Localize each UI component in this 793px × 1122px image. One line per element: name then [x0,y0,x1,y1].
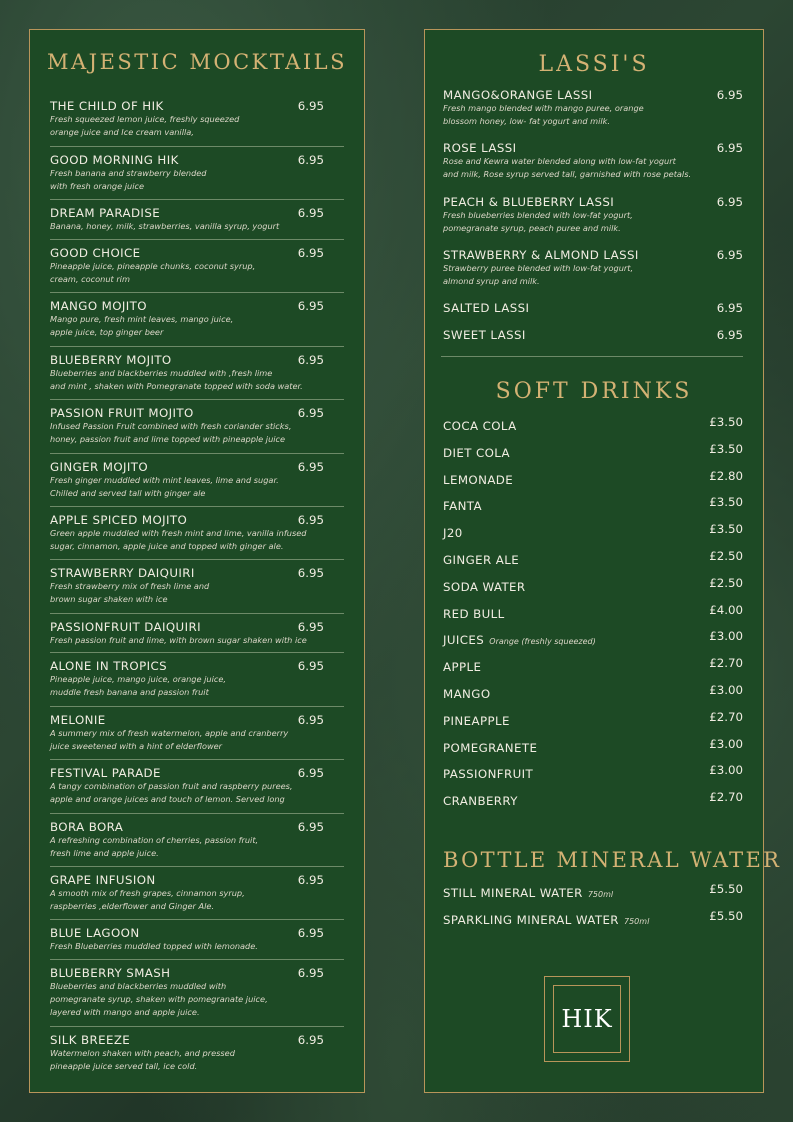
drink-row [443,495,743,514]
item-description: A tangy combination of passion fruit and raspberry purees, [50,781,293,791]
item-description: Blueberries and blackberries muddled with [50,981,227,991]
item-price: 6.95 [297,820,324,834]
drink-price: £2.50 [709,575,743,590]
menu-item [443,328,743,342]
mocktails-panel [29,29,365,1093]
menu-item [50,873,344,913]
divider [50,959,344,960]
item-name: BLUEBERRY MOJITO [50,353,172,367]
menu-item [443,301,743,315]
item-description: blossom honey, low- fat yogurt and milk. [443,116,610,126]
menu-item [443,195,743,235]
item-description: apple and orange juices and touch of lemon. Served long [50,794,285,804]
item-description: pineapple juice served tall, ice cold. [50,1061,198,1071]
item-description: sugar, cinnamon, apple juice and topped with ginger ale. [50,541,284,551]
item-description: cream, coconut rim [50,274,130,284]
drink-price: £4.00 [709,602,743,617]
item-name: PASSIONFRUIT DAIQUIRI [50,620,201,634]
drink-row [443,603,743,619]
menu-item [50,246,344,286]
soft-drinks-title: SOFT DRINKS [495,379,693,404]
item-name: GOOD CHOICE [50,246,141,260]
drink-price: £2.70 [709,709,743,724]
mocktails-title: MAJESTIC MOCKTAILS [47,50,347,74]
item-description: pomegranate syrup, peach puree and milk. [443,223,621,233]
item-description: juice sweetened with a hint of elderflower [50,741,223,751]
menu-item [50,966,344,1019]
item-description: Fresh strawberry mix of fresh lime and [50,581,210,591]
drink-price: £3.00 [709,683,743,697]
item-price: 6.95 [297,406,324,420]
item-name: GINGER MOJITO [50,460,149,474]
menu-item [50,460,344,500]
drink-note: 750ml [624,917,650,926]
item-price: 6.95 [297,246,324,260]
item-name: BLUEBERRY SMASH [50,966,171,980]
menu-item [50,820,344,860]
drink-name: RED BULL [443,606,505,621]
item-description: and mint , shaken with Pomegranate topped with soda water. [50,381,303,391]
drink-price: £3.00 [709,629,743,644]
item-price: 6.95 [297,926,324,940]
item-name: FESTIVAL PARADE [50,766,161,780]
item-description: A smooth mix of fresh grapes, cinnamon syrup, [50,888,245,898]
drink-price: £3.50 [709,522,743,537]
item-price: 6.95 [297,299,324,313]
drink-name: COCA COLA [443,419,517,433]
menu-item [50,620,344,647]
item-name: STRAWBERRY & ALMOND LASSI [443,248,639,262]
drink-row [443,442,743,458]
item-name: PASSION FRUIT MOJITO [50,406,194,420]
menu-item [50,926,344,953]
divider [50,506,344,507]
item-name: ROSE LASSI [443,141,517,155]
drink-row [443,710,743,726]
drink-row [443,629,743,648]
divider [50,759,344,760]
item-description: Infused Passion Fruit combined with fresh coriander sticks, [50,421,292,431]
drink-name: CRANBERRY [443,794,518,809]
drink-price: £5.50 [709,882,743,896]
divider [50,453,344,454]
menu-item [50,299,344,339]
menu-item [50,353,344,393]
item-description: Fresh squeezed lemon juice, freshly squeezed [50,114,240,124]
item-description: muddle fresh banana and passion fruit [50,687,209,697]
item-price: 6.95 [297,620,324,634]
menu-item [50,713,344,753]
item-description: A summery mix of fresh watermelon, apple and cranberry [50,728,289,738]
item-description: almond syrup and milk. [443,276,540,286]
drink-row [443,549,743,565]
drink-name: MANGO [443,687,491,701]
item-description: Fresh ginger muddled with mint leaves, lime and sugar. [50,475,279,485]
drink-name: APPLE [443,660,482,675]
divider [50,1026,344,1027]
drinks-panel [424,29,782,1093]
menu-item [50,566,344,606]
drink-row [443,469,743,485]
item-description: Banana, honey, milk, strawberries, vanilla syrup, yogurt [50,221,280,231]
drink-row [443,522,743,541]
divider [50,866,344,867]
item-price: 6.95 [716,141,743,155]
divider [50,199,344,200]
drink-row [443,683,743,699]
item-description: honey, passion fruit and lime topped with pineapple juice [50,434,286,444]
item-description: orange juice and Ice cream vanilla, [50,127,194,137]
item-name: GRAPE INFUSION [50,873,156,887]
item-price: 6.95 [297,713,324,727]
drink-note: 750ml [587,890,614,899]
item-name: PEACH & BLUEBERRY LASSI [443,195,615,209]
drink-price: £3.00 [709,763,743,778]
drink-row [443,882,743,898]
menu-item [50,513,344,553]
drink-price: £3.50 [709,415,743,429]
menu-item [50,99,344,139]
item-description: raspberries ,elderflower and Ginger Ale. [50,901,215,911]
menu-item [50,406,344,446]
item-description: Pineapple juice, mango juice, orange juice, [50,674,227,684]
item-price: 6.95 [297,99,324,113]
drink-price: £2.70 [709,790,743,805]
divider [50,652,344,653]
item-description: Fresh mango blended with mango puree, orange [443,103,644,113]
drink-name: GINGER ALE [443,553,520,567]
divider [50,146,344,147]
divider [50,346,344,347]
item-description: brown sugar shaken with ice [50,594,168,604]
drink-price: £3.50 [709,495,743,510]
drink-name: PASSIONFRUIT [443,767,534,782]
hik-logo [544,976,630,1062]
drink-row [443,656,743,675]
lassis-title: LASSI'S [538,52,650,77]
drink-name: J20 [443,526,463,541]
drink-price: £3.50 [709,441,743,456]
item-price: 6.95 [297,353,324,367]
drink-name: FANTA [443,499,482,514]
item-price: 6.95 [716,301,743,315]
item-price: 6.95 [716,88,743,102]
item-name: APPLE SPICED MOJITO [50,513,188,527]
item-description: Chilled and served tall with ginger ale [50,488,206,498]
drink-name: STILL MINERAL WATER [443,886,583,900]
item-description: Green apple muddled with fresh mint and lime, vanilla infused [50,528,307,538]
item-description: Blueberries and blackberries muddled with ,fresh lime [50,368,273,378]
item-price: 6.95 [297,659,324,673]
divider [50,399,344,400]
item-description: apple juice, top ginger beer [50,327,164,337]
drink-name: DIET COLA [443,445,511,460]
item-description: Rose and Kewra water blended along with low-fat yogurt [443,156,676,166]
item-price: 6.95 [297,873,324,887]
drink-price: £2.70 [709,656,743,671]
divider [50,613,344,614]
menu-item [50,206,344,233]
item-name: ALONE IN TROPICS [50,659,167,673]
drink-row [443,909,743,925]
drink-price: £2.50 [709,549,743,563]
divider [50,559,344,560]
item-description: with fresh orange juice [50,181,145,191]
item-description: and milk, Rose syrup served tall, garnished with rose petals. [443,169,692,179]
divider [50,919,344,920]
item-name: SALTED LASSI [443,301,530,315]
menu-item [50,766,344,806]
menu-item [50,1033,344,1073]
drink-price: £5.50 [709,909,743,923]
drink-name: SODA WATER [443,579,526,594]
item-name: BORA BORA [50,820,124,834]
water-title: BOTTLE MINERAL WATER [443,848,782,872]
item-price: 6.95 [297,966,324,980]
item-name: BLUE LAGOON [50,926,140,940]
item-price: 6.95 [297,153,324,167]
divider [441,356,743,357]
item-name: MANGO MOJITO [50,299,147,313]
item-price: 6.95 [297,1033,324,1047]
drink-row [443,790,743,809]
item-price: 6.95 [716,248,743,262]
item-name: MELONIE [50,713,106,727]
item-description: Fresh blueberries blended with low-fat yogurt, [443,210,633,220]
item-name: DREAM PARADISE [50,206,161,220]
item-description: fresh lime and apple juice. [50,848,159,858]
drink-name: SPARKLING MINERAL WATER [443,913,619,927]
item-price: 6.95 [716,195,743,209]
item-description: Mango pure, fresh mint leaves, mango juice, [50,314,234,324]
logo-text: HIK [553,985,621,1053]
menu-item [443,141,743,181]
drink-row [443,763,743,782]
item-description: layered with mango and apple juice. [50,1007,200,1017]
drink-name: JUICES [443,633,485,648]
item-name: GOOD MORNING HIK [50,153,179,167]
menu-item [50,153,344,193]
drink-name: LEMONADE [443,472,514,487]
menu-item [443,248,743,288]
drink-price: £2.80 [709,468,743,483]
divider [50,706,344,707]
drink-row [443,737,743,753]
drink-row [443,576,743,592]
drink-row [443,415,743,431]
item-name: SWEET LASSI [443,328,526,342]
drink-name: POMEGRANETE [443,740,538,755]
item-name: STRAWBERRY DAIQUIRI [50,566,195,580]
item-name: MANGO&ORANGE LASSI [443,88,593,102]
item-name: SILK BREEZE [50,1033,131,1047]
item-price: 6.95 [297,766,324,780]
item-description: Fresh banana and strawberry blended [50,168,207,178]
item-price: 6.95 [716,328,743,342]
item-description: Watermelon shaken with peach, and pressed [50,1048,235,1058]
item-price: 6.95 [297,206,324,220]
drink-price: £3.00 [709,736,743,751]
item-price: 6.95 [297,566,324,580]
divider [50,239,344,240]
divider [50,292,344,293]
item-description: Fresh passion fruit and lime, with brown sugar shaken with ice [50,635,307,645]
item-description: Fresh Blueberries muddled topped with lemonade. [50,941,258,951]
item-description: Strawberry puree blended with low-fat yogurt, [443,263,634,273]
drink-note: Orange (freshly squeezed) [489,637,596,647]
item-price: 6.95 [297,513,324,527]
item-description: pomegranate syrup, shaken with pomegranate juice, [50,994,268,1004]
item-name: THE CHILD OF HIK [50,99,164,113]
menu-item [443,88,743,128]
item-price: 6.95 [297,460,324,474]
menu-item [50,659,344,699]
item-description: Pineapple juice, pineapple chunks, coconut syrup, [50,261,256,271]
item-description: A refreshing combination of cherries, passion fruit, [50,835,259,845]
divider [50,813,344,814]
drink-name: PINEAPPLE [443,713,510,728]
